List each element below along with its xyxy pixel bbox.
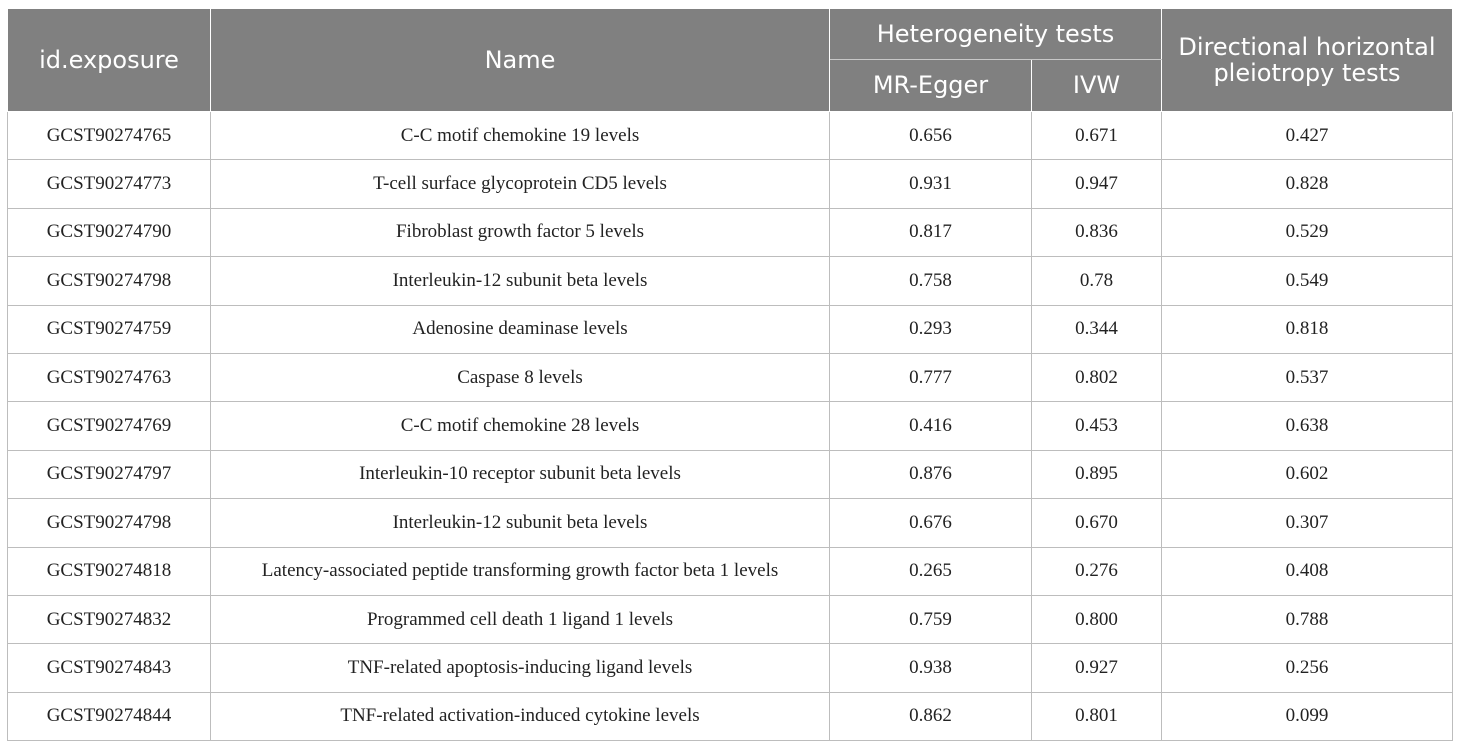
- header-pleiotropy-tests: Directional horizontal pleiotropy tests: [1162, 9, 1453, 112]
- cell-pleiotropy: 0.549: [1162, 257, 1453, 305]
- table-row: [8, 305, 1453, 353]
- table-row: [8, 402, 1453, 450]
- cell-name: TNF-related apoptosis-inducing ligand levels: [211, 644, 830, 692]
- cell-id-exposure: GCST90274818: [8, 547, 211, 595]
- cell-mr-egger: 0.777: [830, 353, 1032, 401]
- cell-id-exposure: GCST90274773: [8, 160, 211, 208]
- cell-ivw: 0.670: [1032, 499, 1162, 547]
- cell-mr-egger: 0.862: [830, 692, 1032, 740]
- cell-name: Adenosine deaminase levels: [211, 305, 830, 353]
- cell-ivw: 0.895: [1032, 450, 1162, 498]
- cell-name: TNF-related activation-induced cytokine levels: [211, 692, 830, 740]
- cell-mr-egger: 0.293: [830, 305, 1032, 353]
- table-row: [8, 450, 1453, 498]
- cell-ivw: 0.453: [1032, 402, 1162, 450]
- cell-name: Interleukin-12 subunit beta levels: [211, 257, 830, 305]
- cell-id-exposure: GCST90274843: [8, 644, 211, 692]
- cell-mr-egger: 0.817: [830, 208, 1032, 256]
- cell-pleiotropy: 0.099: [1162, 692, 1453, 740]
- cell-id-exposure: GCST90274797: [8, 450, 211, 498]
- cell-name: Interleukin-10 receptor subunit beta levels: [211, 450, 830, 498]
- cell-pleiotropy: 0.408: [1162, 547, 1453, 595]
- cell-pleiotropy: 0.307: [1162, 499, 1453, 547]
- cell-ivw: 0.276: [1032, 547, 1162, 595]
- cell-pleiotropy: 0.788: [1162, 595, 1453, 643]
- cell-ivw: 0.801: [1032, 692, 1162, 740]
- cell-ivw: 0.947: [1032, 160, 1162, 208]
- header-heterogeneity-tests: Heterogeneity tests: [830, 9, 1162, 60]
- table-body: [8, 112, 1453, 741]
- cell-mr-egger: 0.876: [830, 450, 1032, 498]
- cell-pleiotropy: 0.602: [1162, 450, 1453, 498]
- table-row: [8, 499, 1453, 547]
- cell-mr-egger: 0.938: [830, 644, 1032, 692]
- table-row: [8, 160, 1453, 208]
- cell-id-exposure: GCST90274769: [8, 402, 211, 450]
- table-row: [8, 644, 1453, 692]
- cell-id-exposure: GCST90274798: [8, 257, 211, 305]
- cell-id-exposure: GCST90274844: [8, 692, 211, 740]
- cell-id-exposure: GCST90274832: [8, 595, 211, 643]
- cell-id-exposure: GCST90274763: [8, 353, 211, 401]
- cell-mr-egger: 0.656: [830, 112, 1032, 160]
- cell-id-exposure: GCST90274759: [8, 305, 211, 353]
- cell-id-exposure: GCST90274790: [8, 208, 211, 256]
- cell-pleiotropy: 0.828: [1162, 160, 1453, 208]
- results-table: [7, 8, 1453, 741]
- cell-mr-egger: 0.416: [830, 402, 1032, 450]
- table-row: [8, 257, 1453, 305]
- cell-name: Latency-associated peptide transforming growth factor beta 1 levels: [211, 547, 830, 595]
- header-mr-egger: MR-Egger: [830, 60, 1032, 112]
- table-row: [8, 692, 1453, 740]
- cell-pleiotropy: 0.256: [1162, 644, 1453, 692]
- cell-mr-egger: 0.758: [830, 257, 1032, 305]
- cell-pleiotropy: 0.537: [1162, 353, 1453, 401]
- cell-name: Programmed cell death 1 ligand 1 levels: [211, 595, 830, 643]
- cell-ivw: 0.800: [1032, 595, 1162, 643]
- cell-mr-egger: 0.759: [830, 595, 1032, 643]
- cell-name: Fibroblast growth factor 5 levels: [211, 208, 830, 256]
- cell-ivw: 0.671: [1032, 112, 1162, 160]
- header-name: Name: [211, 9, 830, 112]
- cell-ivw: 0.802: [1032, 353, 1162, 401]
- cell-ivw: 0.78: [1032, 257, 1162, 305]
- cell-id-exposure: GCST90274765: [8, 112, 211, 160]
- table-row: [8, 112, 1453, 160]
- cell-pleiotropy: 0.529: [1162, 208, 1453, 256]
- cell-pleiotropy: 0.638: [1162, 402, 1453, 450]
- cell-mr-egger: 0.265: [830, 547, 1032, 595]
- cell-ivw: 0.344: [1032, 305, 1162, 353]
- cell-name: Caspase 8 levels: [211, 353, 830, 401]
- cell-mr-egger: 0.931: [830, 160, 1032, 208]
- cell-mr-egger: 0.676: [830, 499, 1032, 547]
- cell-ivw: 0.927: [1032, 644, 1162, 692]
- cell-pleiotropy: 0.427: [1162, 112, 1453, 160]
- table-row: [8, 595, 1453, 643]
- cell-name: C-C motif chemokine 28 levels: [211, 402, 830, 450]
- table-header: [8, 9, 1453, 112]
- header-id-exposure: id.exposure: [8, 9, 211, 112]
- cell-ivw: 0.836: [1032, 208, 1162, 256]
- table-row: [8, 353, 1453, 401]
- cell-id-exposure: GCST90274798: [8, 499, 211, 547]
- cell-name: Interleukin-12 subunit beta levels: [211, 499, 830, 547]
- cell-pleiotropy: 0.818: [1162, 305, 1453, 353]
- table-row: [8, 208, 1453, 256]
- cell-name: C-C motif chemokine 19 levels: [211, 112, 830, 160]
- table-row: [8, 547, 1453, 595]
- cell-name: T-cell surface glycoprotein CD5 levels: [211, 160, 830, 208]
- header-ivw: IVW: [1032, 60, 1162, 112]
